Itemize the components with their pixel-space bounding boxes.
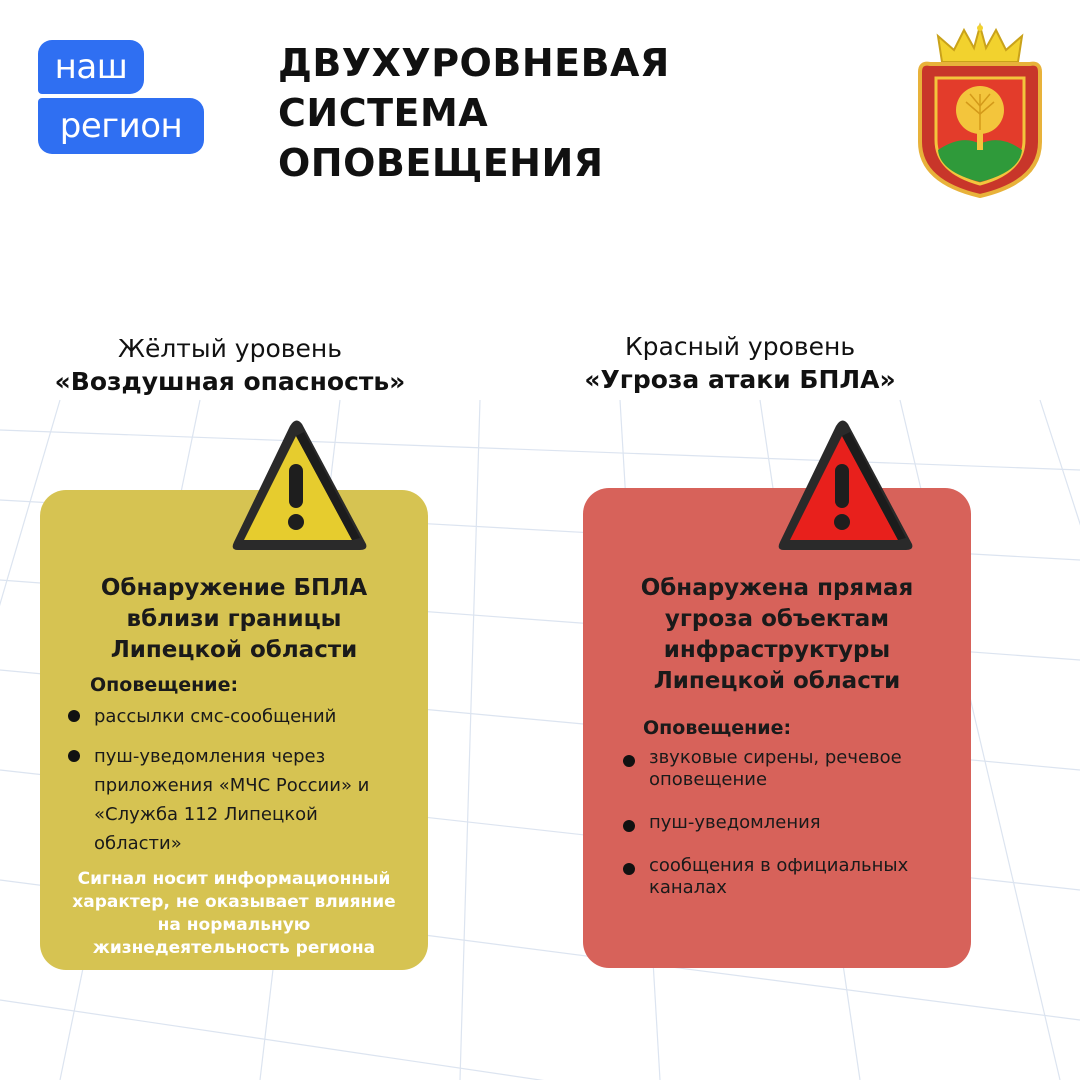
red-level-name: Красный уровень xyxy=(624,332,856,361)
title-line: СИСТЕМА xyxy=(278,91,489,135)
list-item xyxy=(68,702,408,731)
yellow-level-name: Жёлтый уровень xyxy=(118,334,342,363)
logo-line1: наш xyxy=(38,40,144,94)
red-notify-list xyxy=(623,747,963,920)
red-alert-name: «Угроза атаки БПЛА» xyxy=(584,365,896,394)
list-item-text: сообщения в официальных каналах xyxy=(649,855,909,898)
red-level-heading xyxy=(530,330,950,396)
list-item xyxy=(68,742,408,858)
yellow-notify-label: Оповещение: xyxy=(90,674,239,696)
bullet-dot-icon xyxy=(68,750,80,762)
yellow-card-title: Обнаружение БПЛА вблизи границы Липецкой области xyxy=(100,575,368,663)
bullet-dot-icon xyxy=(623,755,635,767)
red-level-card xyxy=(583,488,971,968)
list-item-text: звуковые сирены, речевое оповещение xyxy=(649,747,902,790)
bullet-dot-icon xyxy=(68,710,80,722)
red-notify-label: Оповещение: xyxy=(643,717,792,739)
logo-line2: регион xyxy=(38,98,204,154)
yellow-card-note: Сигнал носит информационный характер, не оказывает влияние на нормальную жизнедеятельность региона xyxy=(72,869,396,958)
bullet-dot-icon xyxy=(623,820,635,832)
warning-triangle-icon xyxy=(226,418,370,556)
yellow-level-card xyxy=(40,490,428,970)
title-line: ОПОВЕЩЕНИЯ xyxy=(278,141,604,185)
warning-triangle-icon xyxy=(772,418,916,556)
list-item xyxy=(623,855,963,899)
red-card-title: Обнаружена прямая угроза объектам инфраструктуры Липецкой области xyxy=(640,575,914,694)
title-line: ДВУХУРОВНЕВАЯ xyxy=(278,41,670,85)
list-item xyxy=(623,747,963,791)
list-item-text: пуш-уведомления через приложения «МЧС России» и «Служба 112 Липецкой области» xyxy=(94,746,370,854)
yellow-level-heading xyxy=(0,332,460,398)
bullet-dot-icon xyxy=(623,863,635,875)
list-item xyxy=(623,812,963,834)
lipetsk-coat-of-arms-icon xyxy=(912,22,1048,200)
list-item-text: пуш-уведомления xyxy=(649,812,821,833)
yellow-notify-list xyxy=(68,702,408,869)
list-item-text: рассылки смс-сообщений xyxy=(94,706,337,727)
yellow-alert-name: «Воздушная опасность» xyxy=(54,367,406,396)
page-title xyxy=(278,38,670,188)
